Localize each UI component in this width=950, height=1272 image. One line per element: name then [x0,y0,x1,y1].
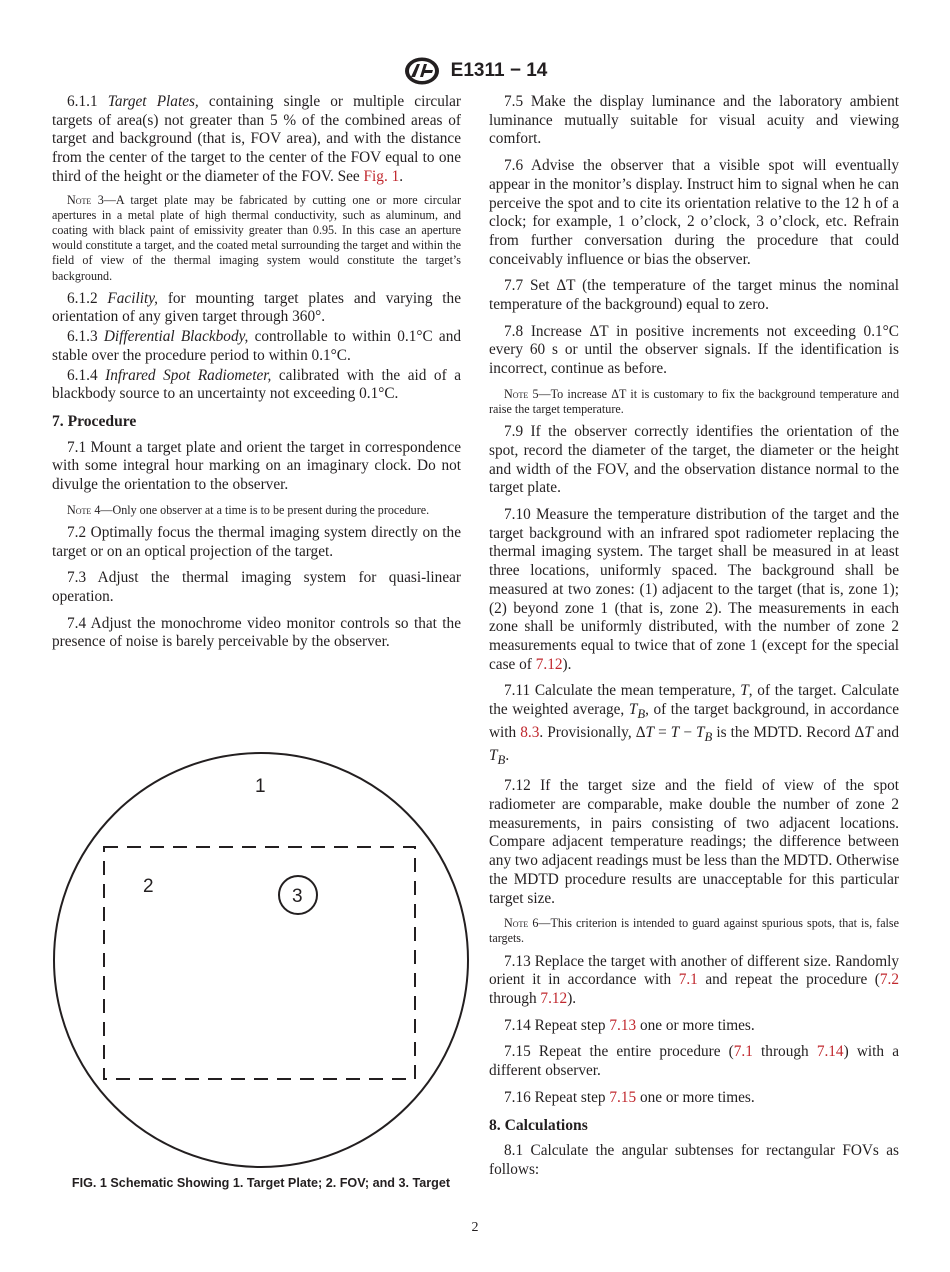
ref-7-13-link[interactable]: 7.13 [609,1016,637,1034]
astm-logo-icon [403,56,441,86]
ref-7-2-link[interactable]: 7.2 [879,971,899,989]
paragraph-7-12: 7.12 If the target size and the field of view of the spot radiometer are comparable, make double the number of zone 2 measurements, in pairs consisting of two adjacent locations. Compare adjacent temperature readings; the difference between any two adjacent readings must be less than the MDTD. Otherwise the MDTD procedure results are unacceptable for this particular target size. [489,777,899,907]
page-header [0,56,950,86]
figure-1-schematic [52,748,470,1168]
paragraph-7-13: 7.13 Replace the target with another of different size. Randomly orient it in accordance with 7.1 and repeat the procedure (7.2 through 7.12). [489,952,899,1008]
paragraph-7-4: 7.4 Adjust the monochrome video monitor controls so that the presence of noise is barely perceivable by the observer. [52,614,461,651]
note-5: Note 5—To increase ΔT it is customary to fix the background temperature and raise the target temperature. [489,386,899,417]
paragraph-7-3: 7.3 Adjust the thermal imaging system for quasi-linear operation. [52,569,461,606]
paragraph-6-1-4: 6.1.4 Infrared Spot Radiometer, calibrated with the aid of a blackbody source to an uncertainty not exceeding 0.1°C. [52,366,461,403]
paragraph-7-7: 7.7 Set ΔT (the temperature of the target minus the nominal temperature of the background) equal to zero. [489,277,899,314]
paragraph-7-14: 7.14 Repeat step 7.13 one or more times. [504,1016,755,1034]
note-3: Note 3—A target plate may be fabricated by cutting one or more circular apertures in a metal plate of high thermal conductivity, such as aluminum, and coating with black paint of emissivity greater than 0.95. In this case an aperture would constitute a target, and the coated metal surrounding the target and within the field of view of the thermal imaging system would constitute the target’s background. [52,192,461,283]
label-target-plate: 1 [255,776,266,797]
note-6: Note 6—This criterion is intended to guard against spurious spots, that is, false targets. [489,916,899,946]
note-4: Note 4—Only one observer at a time is to be present during the procedure. [67,502,430,517]
ref-7-1-link[interactable]: 7.1 [678,971,698,989]
ref-7-12-link[interactable]: 7.12 [540,990,568,1008]
section-8-heading: 8. Calculations [489,1116,588,1134]
label-fov: 2 [143,876,154,897]
left-column [52,93,461,660]
paragraph-7-2: 7.2 Optimally focus the thermal imaging system directly on the target or on an optical projection of the target. [52,523,461,560]
ref-7-14-link[interactable]: 7.14 [816,1043,844,1061]
paragraph-7-11: 7.11 Calculate the mean temperature, T, of the target. Calculate the weighted average, $T_B$, of the target background, in accordance with 8.3. Provisionally, $\Delta T = T - T_B$ is the MDTD. Record ΔT and $T_B$. [489,682,899,767]
paragraph-6-1-2: 6.1.2 Facility, for mounting target plates and varying the orientation of any given target through 360°. [52,289,461,326]
paragraph-6-1-1: 6.1.1 Target Plates, containing single or multiple circular targets of area(s) not greater than 5 % of the combined areas of target and background (that is, FOV area), and with the distance from the center of the target to the center of the FOV equal to one third of the height or the diameter of the FOV. See Fig. 1. [52,93,461,185]
ref-7-12-link[interactable]: 7.12 [535,655,563,673]
paragraph-7-15: 7.15 Repeat the entire procedure (7.1 through 7.14) with a different observer. [489,1043,899,1080]
paragraph-7-8: 7.8 Increase ΔT in positive increments not exceeding 0.1°C every 60 s or until the observer signals. If the identification is incorrect, continue as before. [489,322,899,378]
paragraph-7-10: 7.10 Measure the temperature distribution of the target and the target background with an infrared spot radiometer replacing the thermal imaging system. The target shall be measured in at least three locations, uniformly spaced. The background shall be measured at two zones: (1) adjacent to the target (that is, zone 1); (2) beyond zone 1 (that is, zone 2). The measurements in each zone shall be uniformly distributed, with the number of zone 2 measurements equal to twice that of zone 1 (except for the special case of 7.12). [489,506,899,673]
fig-1-link[interactable]: Fig. 1 [363,167,400,185]
ref-7-1-link[interactable]: 7.1 [733,1043,753,1061]
target-plate-circle [54,753,468,1167]
ref-7-15-link[interactable]: 7.15 [609,1088,637,1106]
label-target: 3 [292,886,303,907]
right-column [489,93,899,1188]
ref-8-3-link[interactable]: 8.3 [520,723,540,741]
paragraph-7-5: 7.5 Make the display luminance and the laboratory ambient luminance mutually suitable for visual acuity and viewing comfort. [489,93,899,148]
page-number: 2 [471,1220,479,1235]
paragraph-7-6: 7.6 Advise the observer that a visible spot will eventually appear in the monitor’s display. Instruct him to signal when he can perceive the spot and to cite its orientation relative to the 12 h of a clock; for example, 1 o’clock, 2 o’clock, 3 o’clock, etc. Refrain from further conversation during the procedure that could conceivably influence or bias the observer. [489,157,899,268]
paragraph-7-16: 7.16 Repeat step 7.15 one or more times. [504,1088,755,1106]
document-id: E1311 − 14 [450,60,548,81]
paragraph-6-1-3: 6.1.3 Differential Blackbody, controllable to within 0.1°C and stable over the procedure period to within 0.1°C. [52,328,462,364]
paragraph-8-1: 8.1 Calculate the angular subtenses for rectangular FOVs as follows: [489,1142,899,1178]
paragraph-7-9: 7.9 If the observer correctly identifies the orientation of the spot, record the diameter of the target, the diameter or the height and width of the FOV, and the observation distance normal to the target plate. [489,423,899,497]
figure-1-caption: FIG. 1 Schematic Showing 1. Target Plate; 2. FOV; and 3. Target [71,1176,451,1190]
paragraph-7-1: 7.1 Mount a target plate and orient the target in correspondence with some integral hour marking on an imaginary clock. Do not divulge the orientation to the observer. [52,438,461,494]
section-7-heading: 7. Procedure [52,412,137,430]
